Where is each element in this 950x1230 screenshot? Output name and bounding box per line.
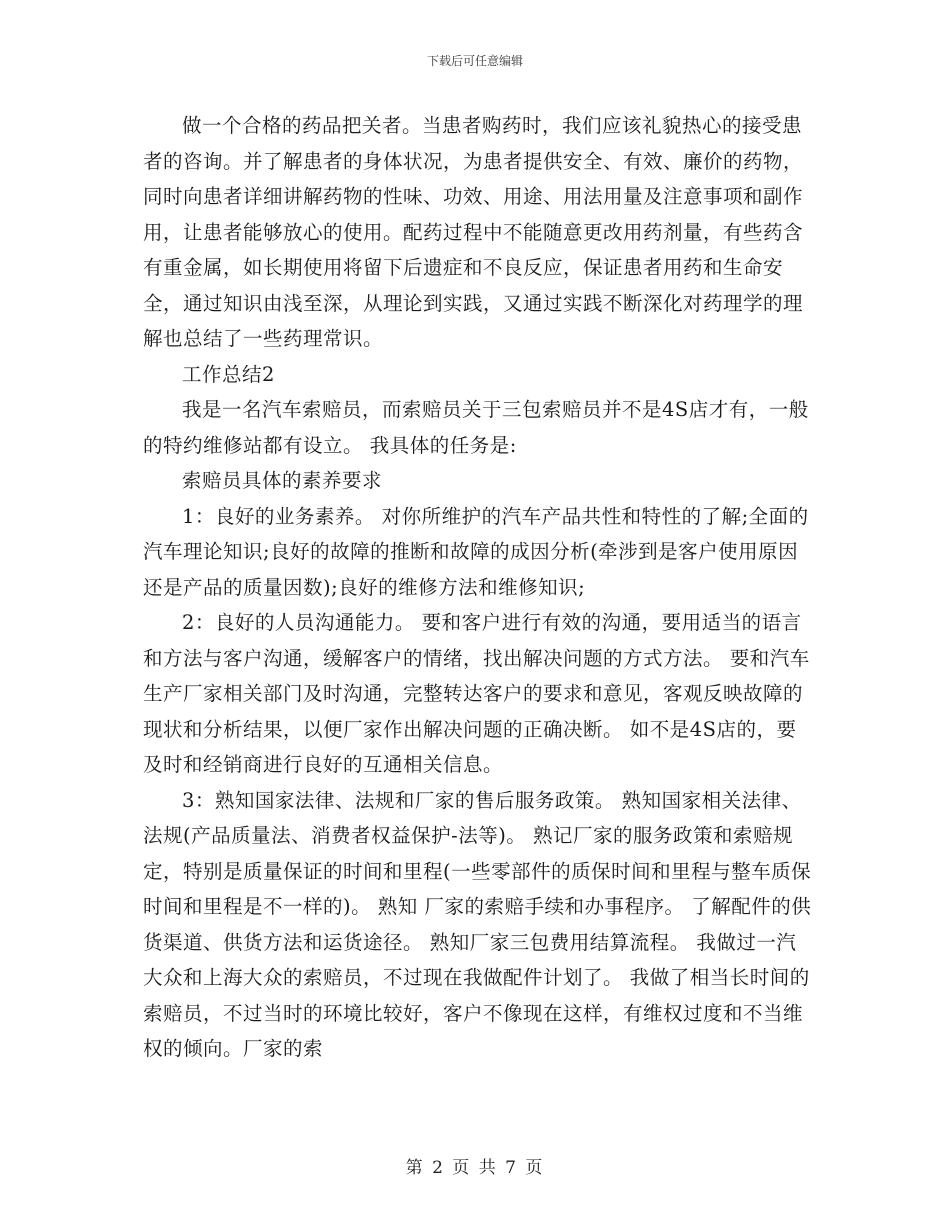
paragraph-intro-claims: 我是一名汽车索赔员，而索赔员关于三包索赔员并不是4S店才有，一般的特约维修站都有设立。 我具体的任务是:	[143, 398, 809, 457]
document-body	[143, 108, 813, 1067]
paragraph-item-1: 1：良好的业务素养。 对你所维护的汽车产品共性和特性的了解;全面的汽车理论知识;良好的故障的推断和故障的成因分析(牵涉到是客户使用原因还是产品的质量因数);良好的维修方法和维修知识;	[143, 504, 809, 599]
paragraph-pharmacy: 做一个合格的药品把关者。当患者购药时，我们应该礼貌热心的接受患者的咨询。并了解患者的身体状况，为患者提供安全、有效、廉价的药物，同时向患者详细讲解药物的性味、功效、用途、用法用量及注意事项和副作用，让患者能够放心的使用。配药过程中不能随意更改用药剂量，有些药含有重金属，如长期使用将留下后遗症和不良反应，保证患者用药和生命安全，通过知识由浅至深，从理论到实践，又通过实践不断深化对药理学的理解也总结了一些药理常识。	[143, 114, 804, 350]
section-heading-work-summary-2: 工作总结2	[182, 362, 275, 386]
subheading-qualification-requirements: 索赔员具体的素养要求	[182, 469, 383, 492]
page-number: 第 2 页 共 7 页	[405, 1158, 545, 1178]
page-header: 下载后可任意编辑	[426, 54, 523, 68]
paragraph-item-3: 3：熟知国家法律、法规和厂家的售后服务政策。 熟知国家相关法律、法规(产品质量法、消费者权益保护-法等)。 熟记厂家的服务政策和索赔规定，特别是质量保证的时间和里程(一些零部件的质保时间和里程与整车质保时间和里程是不一样的)。 熟知 厂家的索赔手续和办事程序。 了解配件的供货渠道、供货方法和运货途径。 熟知厂家三包费用结算流程。 我做过一汽大众和上海大众的索赔员，不过现在我做配件计划了。 我做了相当长时间的索赔员，不过当时的环境比较好，客户不像现在这样，有维权过度和不当维权的倾向。厂家的索	[143, 788, 812, 1060]
paragraph-item-2: 2：良好的人员沟通能力。 要和客户进行有效的沟通，要用适当的语言和方法与客户沟通，缓解客户的情绪，找出解决问题的方式方法。 要和汽车生产厂家相关部门及时沟通，完整转达客户的要求和意见，客观反映故障的现状和分析结果，以便厂家作出解决问题的正确决断。 如不是4S店的，要及时和经销商进行良好的互通相关信息。	[143, 611, 810, 776]
